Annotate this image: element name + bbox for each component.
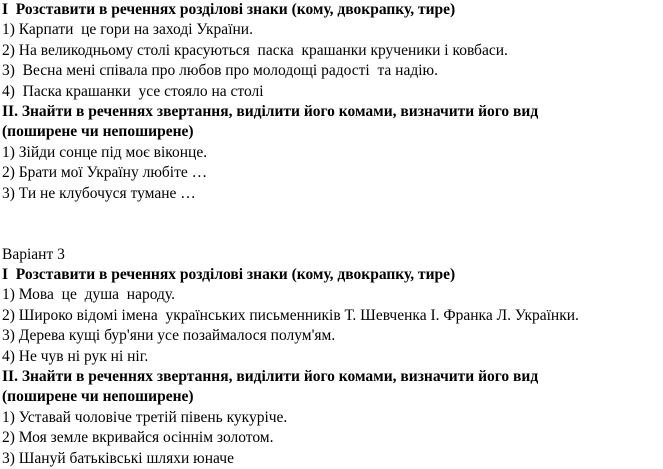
task1-heading: I Розставити в реченнях розділові знаки (кому, двокрапку, тире) — [2, 266, 456, 284]
sentence-line: 3) Шануй батьківські шляхи юначе — [2, 449, 234, 467]
sentence-line: 1) Мова це душа народу. — [2, 286, 175, 304]
task2-heading-continued: (поширене чи непоширене) — [2, 388, 194, 406]
task2-heading: II. Знайти в реченнях звертання, виділити його комами, визначити його вид — [2, 368, 539, 386]
task1-heading: I Розставити в реченнях розділові знаки (кому, двокрапку, тире) — [2, 1, 456, 18]
sentence-line: 3) Дерева кущі бур'яни усе позаймалося полум'ям. — [2, 327, 336, 345]
sentence-line: 2) На великодньому столі красуються паска крашанки крученики і ковбаси. — [2, 41, 508, 59]
sentence-line: 4) Не чув ні рук ні ніг. — [2, 347, 149, 365]
variant-title: Варіант 3 — [2, 245, 65, 263]
sentence-line: 1) Карпати це гори на заході України. — [2, 21, 253, 39]
task2-heading-continued: (поширене чи непоширене) — [2, 123, 194, 141]
task2-heading: II. Знайти в реченнях звертання, виділити його комами, визначити його вид — [2, 102, 539, 120]
sentence-line: 3) Ти не клубочуся тумане … — [2, 184, 196, 202]
sentence-line: 1) Уставай чоловіче третій півень кукуріче. — [2, 408, 288, 426]
sentence-line: 3) Весна мені співала про любов про молодощі радості та надію. — [2, 62, 438, 80]
sentence-line: 1) Зійди сонце під моє віконце. — [2, 143, 208, 161]
sentence-line: 2) Брати мої Україну любіте … — [2, 164, 208, 182]
spacer — [2, 204, 662, 224]
sentence-line: 4) Паска крашанки усе стояло на столі — [2, 82, 264, 100]
worksheet-page — [2, 0, 662, 469]
sentence-line: 2) Широко відомі імена українських письменників Т. Шевченка І. Франка Л. Українки. — [2, 306, 579, 324]
sentence-line: 2) Моя земле вкривайся осіннім золотом. — [2, 429, 274, 447]
spacer — [2, 224, 662, 244]
